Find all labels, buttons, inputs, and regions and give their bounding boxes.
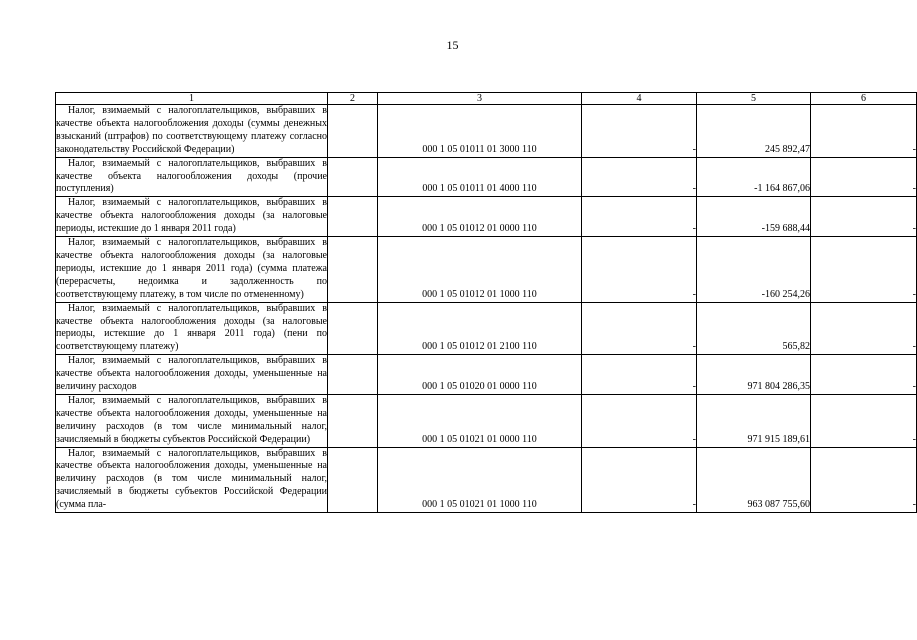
row-amount: 971 915 189,61 — [697, 394, 811, 447]
row-col4: - — [582, 105, 697, 158]
row-description-text: Налог, взимаемый с налогоплательщиков, выбравших в качестве объекта налогообложения доходы (за налоговые периоды, истекшие до 1 января 2011 года) (пени по соответствующему платежу) — [56, 302, 327, 353]
row-budget-code: 000 1 05 01012 01 2100 110 — [378, 302, 582, 355]
row-description-text: Налог, взимаемый с налогоплательщиков, выбравших в качестве объекта налогообложения доходы (суммы денежных взысканий (штрафов) по соответствующему платежу согласно законодательству Российской Федерации) — [56, 105, 327, 155]
row-description-text: Налог, взимаемый с налогоплательщиков, выбравших в качестве объекта налогообложения доходы (за налоговые периоды, истекшие до 1 января 2011 года) — [56, 197, 327, 235]
row-amount: 971 804 286,35 — [697, 355, 811, 395]
row-col2 — [328, 394, 378, 447]
table-row — [56, 157, 917, 197]
table-row — [56, 237, 917, 303]
row-col6: - — [811, 355, 917, 395]
row-description-text: Налог, взимаемый с налогоплательщиков, выбравших в качестве объекта налогообложения доходы, уменьшенные на величину расходов (в том числе минимальный налог, зачисляемый в бюджеты субъектов Российской Федерации) — [56, 394, 327, 445]
row-description — [56, 157, 328, 197]
row-description-text: Налог, взимаемый с налогоплательщиков, выбравших в качестве объекта налогообложения доходы (за налоговые периоды, истекшие до 1 января 2011 года) (сумма платежа (перерасчеты, недоимка и задолженность по соответствующему платежу, в том числе по отмененному) — [56, 237, 327, 300]
table-row — [56, 302, 917, 355]
row-col2 — [328, 355, 378, 395]
row-description-text: Налог, взимаемый с налогоплательщиков, выбравших в качестве объекта налогообложения доходы, уменьшенные на величину расходов (в том числе минимальный налог, зачисляемый в бюджеты субъектов Российской Федерации (сумма пла- — [56, 447, 327, 511]
row-description — [56, 394, 328, 447]
row-description — [56, 237, 328, 303]
header-cell-5: 5 — [697, 93, 811, 105]
row-budget-code: 000 1 05 01012 01 0000 110 — [378, 197, 582, 237]
row-col2 — [328, 237, 378, 303]
row-description — [56, 197, 328, 237]
row-col4: - — [582, 394, 697, 447]
row-description — [56, 447, 328, 513]
header-cell-1: 1 — [56, 93, 328, 105]
revenue-table — [55, 92, 917, 513]
row-col6: - — [811, 302, 917, 355]
row-description — [56, 302, 328, 355]
row-col6: - — [811, 394, 917, 447]
row-amount: 565,82 — [697, 302, 811, 355]
row-col4: - — [582, 197, 697, 237]
row-col4: - — [582, 447, 697, 513]
row-budget-code: 000 1 05 01011 01 4000 110 — [378, 157, 582, 197]
row-budget-code: 000 1 05 01021 01 0000 110 — [378, 394, 582, 447]
row-col4: - — [582, 237, 697, 303]
header-cell-3: 3 — [378, 93, 582, 105]
row-budget-code: 000 1 05 01021 01 1000 110 — [378, 447, 582, 513]
row-description-text: Налог, взимаемый с налогоплательщиков, выбравших в качестве объекта налогообложения доходы (прочие поступления) — [56, 157, 327, 195]
row-budget-code: 000 1 05 01012 01 1000 110 — [378, 237, 582, 303]
row-col6: - — [811, 447, 917, 513]
row-amount: 963 087 755,60 — [697, 447, 811, 513]
row-col2 — [328, 157, 378, 197]
table-row — [56, 105, 917, 158]
row-amount: -160 254,26 — [697, 237, 811, 303]
row-col4: - — [582, 355, 697, 395]
row-amount: 245 892,47 — [697, 105, 811, 158]
header-cell-6: 6 — [811, 93, 917, 105]
table-row — [56, 355, 917, 395]
table-row — [56, 447, 917, 513]
header-row — [56, 93, 917, 105]
header-cell-4: 4 — [582, 93, 697, 105]
row-budget-code: 000 1 05 01020 01 0000 110 — [378, 355, 582, 395]
row-description — [56, 355, 328, 395]
row-amount: -1 164 867,06 — [697, 157, 811, 197]
row-col2 — [328, 447, 378, 513]
row-col2 — [328, 105, 378, 158]
row-col2 — [328, 302, 378, 355]
row-col6: - — [811, 157, 917, 197]
row-budget-code: 000 1 05 01011 01 3000 110 — [378, 105, 582, 158]
row-col6: - — [811, 237, 917, 303]
page-number: 15 — [446, 38, 459, 52]
row-description — [56, 105, 328, 158]
row-description-text: Налог, взимаемый с налогоплательщиков, выбравших в качестве объекта налогообложения доходы, уменьшенные на величину расходов — [56, 355, 327, 393]
header-cell-2: 2 — [328, 93, 378, 105]
row-col6: - — [811, 105, 917, 158]
table-row — [56, 197, 917, 237]
row-amount: -159 688,44 — [697, 197, 811, 237]
table-row — [56, 394, 917, 447]
row-col4: - — [582, 157, 697, 197]
row-col2 — [328, 197, 378, 237]
row-col6: - — [811, 197, 917, 237]
row-col4: - — [582, 302, 697, 355]
